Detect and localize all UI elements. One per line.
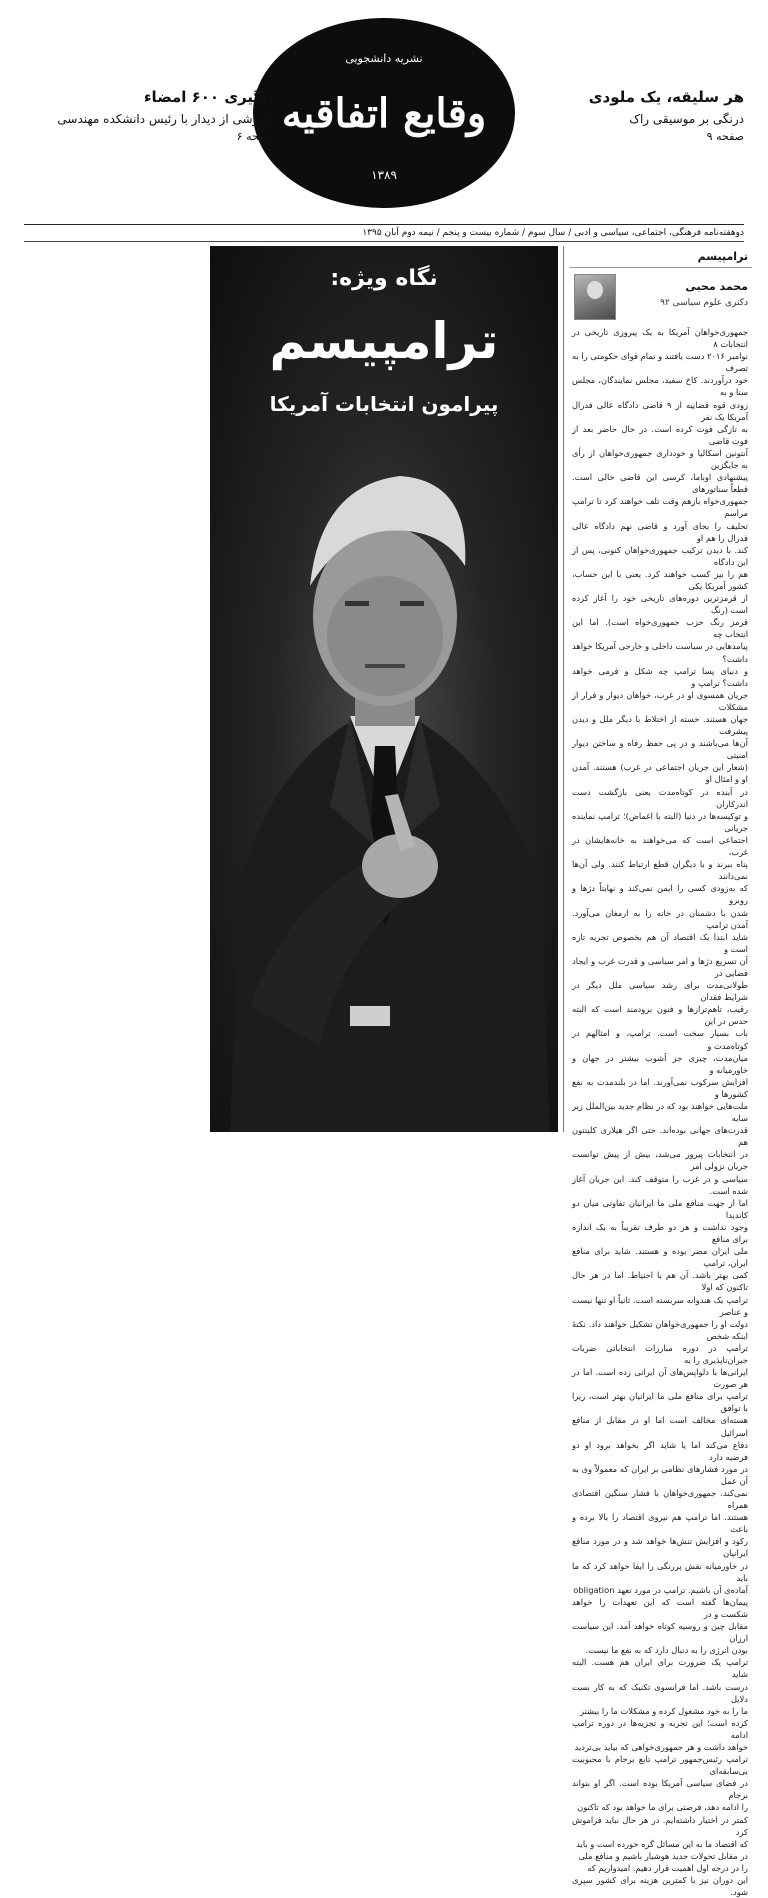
- article-line: سیاسی و در غرب را متوقف کند. این جریان آغاز شده است.: [572, 1173, 748, 1196]
- article-line: ترامپ در دوره مبارزات انتخاباتی ضربات جبران‌ناپذیری را به: [572, 1342, 748, 1365]
- article-line: (شعار این جریان اجتماعی در غرب) هستند. آمدن او و امثال او: [572, 762, 748, 785]
- article-line: پیامدهایی در سیاست داخلی و خارجی آمریکا خواهد داشت؟: [572, 641, 748, 664]
- logo-tagline: نشریه دانشجویی: [345, 52, 423, 65]
- article-line: هم را نیز کسب خواهند کرد. یعنی با این حساب، کشور آمریکا یکی: [572, 568, 748, 591]
- promo-left[interactable]: [24, 88, 274, 143]
- article-line: رکود و افزایش تنش‌ها خواهد شد و در مورد منافع ایرانیان: [572, 1536, 748, 1559]
- article-line: درست باشد. اما فرانسوی تکنیک که به کار بست دلایل: [572, 1681, 748, 1704]
- article-line: میان‌مدت، چیزی جز آشوب بیشتر در جهان و خاورمیانه و: [572, 1052, 748, 1075]
- article-line: آماده‌ی آن باشیم. ترامپ در مورد تعهد obligation: [573, 1584, 748, 1595]
- article-line: در خاورمیانه نقش پررنگی را ایفا خواهد کرد که ما باید: [572, 1560, 748, 1583]
- portrait-illustration: [210, 246, 558, 1132]
- article-line: در مورد فشارهای نظامی بر ایران که معمولاً وی به آن عمل: [572, 1463, 748, 1486]
- article-line: ترامپ یک هندوانه سربسته است. ثانیاً او تنها نیست و عناصر: [572, 1294, 748, 1317]
- cover-kicker: نگاه ویژه:: [330, 266, 438, 291]
- cover-subtitle: پیرامون انتخابات آمریکا: [269, 392, 499, 416]
- article-line: خواهد داشت و هر جمهوری‌خواهی که بیاید بی‌تردید: [574, 1741, 748, 1752]
- article-line: در آینده در کوتاه‌مدت یعنی بازگشت دست اندرکاران: [572, 786, 748, 809]
- cover-title: ترامپیسم: [269, 312, 499, 370]
- article-line: ترامپ برای منافع ملی ما ایرانیان بهتر است، زیرا با توافق: [572, 1391, 748, 1414]
- article-line: قدرت‌های جهانی بوده‌اند. حتی اگر هیلاری کلینتون هم: [572, 1125, 748, 1148]
- article-line: به تازگی فوت کرده است. در حال حاضر بعد از فوت قاضی: [572, 423, 748, 446]
- article-line: پیمان‌ها گفته است که این تعهدات را خواهد شکست و در: [572, 1596, 748, 1619]
- article-line: آن‌ها می‌باشند و در پی حفظ رفاه و ساختن دیوار امنیتی: [572, 738, 748, 761]
- promo-left-page: صفحه ۶: [236, 130, 274, 143]
- article-line: کمتر در اختیار داشته‌ایم. در هر حال نباید فراموش کرد: [572, 1814, 748, 1837]
- article-line: بودن انرژی را به دنبال دارد که به نفع ما نیست.: [585, 1645, 748, 1656]
- article-line: ترامپ رئیس‌جمهور ترامپ تابع برجام با محبوبیت بی‌سابقه‌ای: [572, 1754, 748, 1777]
- article-line: ملت‌هایی خواهند بود که در نظام جدید بین‌الملل زیر سایه: [572, 1101, 748, 1124]
- article-line: را در درجه اول اهمیت قرار دهیم. امیدواریم که: [587, 1862, 748, 1873]
- article-line: و دنیای پسا ترامپ چه شکل و فرمی خواهد داشت؟ ترامپ و: [572, 665, 748, 688]
- article-line: و توکیسه‌ها در دنیا (البته با اغماض)؛ ترامپ نماینده جریانی: [572, 810, 748, 833]
- issue-info-bar: دوهفته‌نامه فرهنگی، اجتماعی، سیاسی و ادبی / سال سوم / شماره بیست و پنجم / نیمه دوم آبان ۱۳۹۵: [24, 224, 744, 242]
- article-line: زودی قوه قضاییه از ۹ قاضی دادگاه عالی فدرال آمریکا یک نفر: [572, 399, 748, 422]
- author-title: دکتری علوم سیاسی ۹۲: [660, 298, 748, 308]
- article-line: قرمز رنگ حزب جمهوری‌خواه است). اما این انتخاب چه: [572, 617, 748, 640]
- article-line: کرده است؛ این تجربه و تجزیه‌ها در دوره ترامپ ادامه: [572, 1717, 748, 1740]
- article-line: در انتخابات پیروز می‌شد، بیش از پیش توانست جریان نزولی امر: [572, 1149, 748, 1172]
- article-line: را ادامه دهد، فرصتی برای ما خواهد بود که تاکنون: [577, 1802, 748, 1813]
- article-line: نمی‌کند. جمهوری‌خواهان با فشار سنگین اقتصادی همراه: [572, 1488, 748, 1511]
- article-line: شاید ابتدا یک اقتصاد آن هم بخصوص تجربه تازه است و: [572, 931, 748, 954]
- promo-right[interactable]: [494, 88, 744, 143]
- article-line: باب بسیار سخت است. ترامپ، و امثالهم در کوتاه‌مدت و: [572, 1028, 748, 1051]
- article-line: پناه ببرند و با دیگران قطع ارتباط کنند. ولی آن‌ها نمی‌دانند: [572, 859, 748, 882]
- article-line: اما از جهت منافع ملی ما ایرانیان تفاوتی میان دو کاندیدا: [572, 1197, 748, 1220]
- article-line: دولت او را جمهوری‌خواهان تشکیل خواهند داد. نکتۀ اینکه شخص: [572, 1318, 748, 1341]
- article-line: افزایش سرکوب نمی‌آورند. اما در بلندمدت به نفع کشورها و: [572, 1076, 748, 1099]
- article-line: رقیب، تاهم‌ترازها و فنون‌ برودمند است که البته حدس در این: [572, 1004, 748, 1027]
- article-line: پیشنهادی اوباما، کرسی این قاضی خالی است. قطعاً سناتورهای: [572, 472, 748, 495]
- article-line: جمهوری‌خواهان آمریکا به یک پیروزی تاریخی در انتخابات ۸: [572, 327, 748, 350]
- article-line: ایرانی‌ها با دلواپس‌های آن ایرانی زده است. اما در هر صورت: [572, 1367, 748, 1390]
- article-line: هسته‌ای مخالف است اما او در مقابل از منافع اسرائیل: [572, 1415, 748, 1438]
- promo-left-subtitle: گزارشی از دیدار با رئیس دانشکده مهندسی: [57, 112, 274, 126]
- article-line: طولانی‌مدت برای رشد سیاسی ملل دیگر در شرایط فقدان: [572, 980, 748, 1003]
- masthead: [0, 0, 768, 238]
- article-line: شدن با دشمنان در خانه را به ارمغان می‌آورد. آمدن ترامپ: [572, 907, 748, 930]
- article-line: ما را به خود مشغول کرده و مشکلات ما را بیشتر: [579, 1705, 748, 1716]
- article-line: دفاع می‌کند اما یا شاید اگر بخواهد برود او دو فرضیه دارد: [572, 1439, 748, 1462]
- article-body: [570, 322, 752, 1898]
- article-line: جمهوری‌خواه بازهم وقت تلف خواهند کرد تا ترامپ مراسم: [572, 496, 748, 519]
- article-line: جریان همسوی او در غرب، خواهان دیوار و فرار از مشکلات: [572, 689, 748, 712]
- article-line: کند. با دیدن ترکیب جمهوری‌خواهان کنونی، پس از این دادگاه: [572, 544, 748, 567]
- article-line: وجود نداشت و هر دو طرف تقریباً به یک اندازه برای منافع: [572, 1221, 748, 1245]
- author-name: محمد محبی: [685, 280, 748, 293]
- article-line: هستند. اما ترامپ هم نیروی اقتصاد را بالا برده و باعث: [572, 1512, 748, 1535]
- promo-right-subtitle: درنگی بر موسیقی راک: [629, 112, 744, 126]
- promo-right-headline: هر سلیقه، یک ملودی: [588, 88, 744, 106]
- article-line: اجتماعی است که می‌خواهند به خانه‌هایشان در غرب،: [572, 834, 748, 858]
- article-line: آنتونین اسکالیا و خودداری جمهوری‌خواهان از رأی به جایگزین: [572, 447, 748, 471]
- article-line: از قرمزترین دوره‌های تاریخی خود را آغاز کرده است (رنگ: [572, 593, 748, 616]
- article-line: ملی ایران مضر بوده و هستند. شاید برای منافع ایران، ترامپ: [572, 1246, 748, 1269]
- author-photo: [574, 274, 616, 320]
- article-line: در مقابل تحولات جدید هوشیار باشیم و منافع ملی: [578, 1850, 748, 1861]
- article-line: مقابل چین و روسیه کوتاه خواهد آمد. این سیاست ارزان: [572, 1621, 748, 1644]
- column-divider: [563, 246, 564, 1132]
- article-line: جهان هستند. خسته از اختلاط با دیگر ملل و دیدن پیشرفت: [572, 714, 748, 737]
- article-line: آن تسریع دژها و امر سیاسی و قدرت غرب و ایجاد فضایی در: [572, 955, 748, 978]
- article-line: این دوران نیز با کمترین هزینه برای کشور سپری شود.: [572, 1875, 748, 1898]
- cover-photo: [210, 246, 558, 1132]
- article-line: در فضای سیاسی آمریکا بوده است. اگر او بتواند برجام: [572, 1778, 748, 1801]
- logo-title: وقایع اتفاقیه: [281, 90, 487, 137]
- article-line: که اقتصاد ما به این مسائل گره خورده است و باید: [576, 1838, 748, 1849]
- article-column: [570, 246, 752, 1898]
- promo-right-page: صفحه ۹: [706, 130, 744, 143]
- article-line: که به‌زودی کسی را ایمن نمی‌کند و نهایتاً دژها و روبرو: [572, 883, 748, 906]
- author-byline: [570, 274, 752, 322]
- article-line: خود درآوردند. کاخ سفید، مجلس نمایندگان، مجلس سنا و به: [572, 375, 748, 398]
- newspaper-logo: [253, 18, 515, 208]
- promo-left-headline: پیگیری ۶۰۰ امضاء: [143, 88, 274, 106]
- logo-year: ۱۳۸۹: [371, 168, 397, 182]
- article-line: ترامپ یک ضرورت برای ایران هم هست. البته شاید: [572, 1657, 748, 1680]
- section-label: ترامپیسم: [570, 246, 752, 268]
- article-line: تحلیف را بجای آورد و قاضی نهم دادگاه عالی فدرال را هم او: [572, 520, 748, 543]
- article-line: کمی بهتر باشد. آن هم با احتیاط. اما در هر حال تاکنون که اولا: [572, 1270, 748, 1293]
- article-line: نوامبر ۲۰۱۶ دست یافتند و تمام قوای حکومتی را به تصرف: [572, 351, 748, 374]
